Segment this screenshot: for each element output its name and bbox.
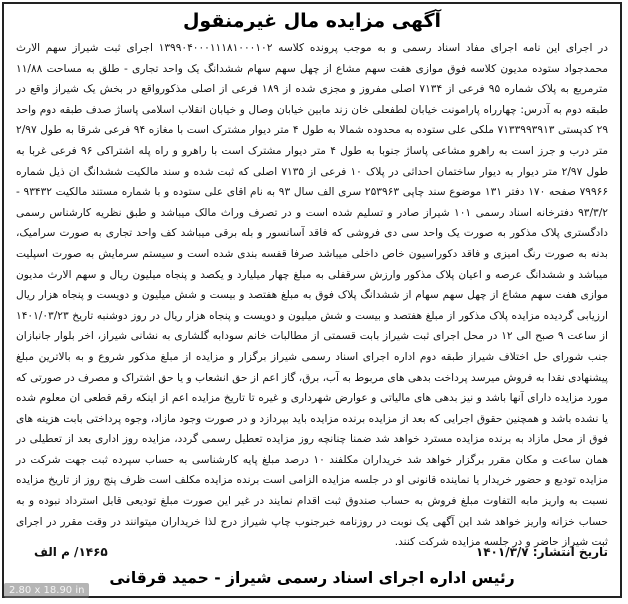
notice-code: ۱۴۶۵/ م الف (34, 545, 108, 559)
size-badge: 2.80 x 18.90 in (4, 583, 89, 598)
notice-footer (16, 545, 608, 565)
notice-frame (2, 2, 622, 598)
notice-title: آگهی مزایده مال غیرمنقول (182, 10, 442, 32)
notice-body: در اجرای این نامه اجرای مفاد اسناد رسمی و به موجب پرونده کلاسه ۱۳۹۹۰۴۰۰۰۱۱۱۸۱۰۰۰۱۰۲ اجرای ثبت شیراز سهم الارث محمدجواد ستوده مدیون کلاسه فوق موازی هفت سهم مشاع از چهل سهم سهام ششدانگ یک واحد تجاری - طلق به مساحت ۱۱/۸۸ مترمربع به پلاک شماره ۹۵ فرعی از ۷۱۳۴ اصلی مفروز و مجزی شده از ۱۸۹ فرعی از اصلی مذکورواقع در بخش یک شیراز واقع در طبقه دوم به آدرس: چهارراه پارامونت خیابان لطفعلی خان زند مابین خیابان وصال و خیابان انقلاب اسلامی پاساژ صدف طبقه دوم واحد ۲۹ کدپستی ۷۱۳۳۹۹۳۹۱۳ ملکی علی ستوده به محدوده شمالا به طول ۴ متر دیوار مشترک است با مغازه ۹۴ فرعی شرقا به طول ۲/۹۷ متر درب و جرز است به راهرو مشاعی پاساژ جنوبا به طول ۴ متر دیوار مشترک است با راهرو و راه پله اشتراکی ۹۶ فرعی غربا به طول ۲/۹۷ متر دیوار به دیوار ساختمان احداثی در پلاک ۱۰ فرعی از ۷۱۳۵ اصلی که ثبت شده و سند مالکیت ششدانگ ان ذیل شماره ۷۹۹۶۶ صفحه ۱۷۰ دفتر ۱۳۱ موضوع سند چاپی ۲۵۳۹۶۳ سری الف سال ۹۳ به نام اقای علی ستوده و با شماره مستند مالکیت ۹۳۴۳۲ - ۹۳/۳/۲ دفترخانه اسناد رسمی ۱۰۱ شیراز صادر و تسلیم شده است و در تصرف وراث مالک میباشد و طبق نظریه کارشناس رسمی دادگستری پلاک مذکور به صورت یک واحد سی دی فروشی که فاقد آسانسور و بله برقی میباشد کف واحد تجاری به صورت سرامیک، بدنه به صورت رنگ امیزی و فاقد دکوراسیون خاص داخلی میباشد صرفا قفسه بندی شده است و سیستم سرمایش به صورت اسپلیت میباشد و ششدانگ عرصه و اعیان پلاک مذکور وارزش سرقفلی به مبلغ چهار میلیارد و یکصد و پنجاه میلیون ریال و سهم الارث مدیون موازی هفت سهم مشاع از چهل سهم سهام از ششدانگ پلاک فوق به مبلغ هفتصد و بیست و شش میلیون و دویست و پنجاه هزار ریال ارزیابی گردیده مزایده پلاک مذکور از مبلغ هفتصد و بیست و شش میلیون و دویست و پنجاه هزار ریال در روز دوشنبه تاریخ ۱۴۰۱/۰۳/۲۳ از ساعت ۹ صبح الی ۱۲ در محل اجرای ثبت شیراز بابت قسمتی از مطالبات خانم سودابه گلشاری به نشانی شیراز، اخر بلوار جانبازان جنب شورای حل اختلاف شیراز طبقه دوم اداره اجرای اسناد رسمی شیراز برگزار و مزایده از مبلغ مذکور شروع و به بالاترین مبلغ پیشنهادی نقدا به فروش میرسد پرداخت بدهی های مربوط به آب، برق، گاز اعم از حق انشعاب و یا حق اشتراک و مصرف در صورتی که مورد مزایده دارای آنها باشد و نیز بدهی های مالیاتی و عوارض شهرداری و غیره تا تاریخ مزایده اعم از اینکه رقم قطعی ان معلوم شده یا نشده باشد و همچنین حقوق اجرایی که بعد از مزایده برنده مزایده باید بپردازد و در صورت وجود مازاد، وجوه پرداختی بابت هزینه های فوق از محل مازاد به برنده مزایده مسترد خواهد شد ضمنا چنانچه روز مزایده تعطیل رسمی گردد، مزایده روز اداری بعد از تعطیلی در همان ساعت و مکان مقرر برگزار خواهد شد خریداران مکلفند ۱۰ درصد مبلغ پایه کارشناسی به حساب سپرده ثبت جهت شرکت در مزایده تودیع و حضور خریدار یا نماینده قانونی او در جلسه مزایده الزامی است برنده مزایده مکلف است ظرف پنج روز از تاریخ مزایده نسبت به واریز مابه التفاوت مبلغ فروش به حساب صندوق ثبت اقدام نمایند در غیر این صورت مبلغ تودیعی قابل استرداد نبوده و به حساب خزانه واریز خواهد شد این آگهی یک نوبت در روزنامه خبرجنوب چاپ شیراز درج لذا خریداران میتوانند در وقت مقرر در اجرای ثبت شیراز حاضر و در جلسه مزایده شرکت کنند. (16, 42, 609, 549)
publish-date: تاریخ انتشار: ۱۴۰۱/۳/۷ (475, 545, 608, 559)
signature-line: رئیس اداره اجرای اسناد رسمی شیراز - حمید قرقانی (109, 569, 515, 587)
